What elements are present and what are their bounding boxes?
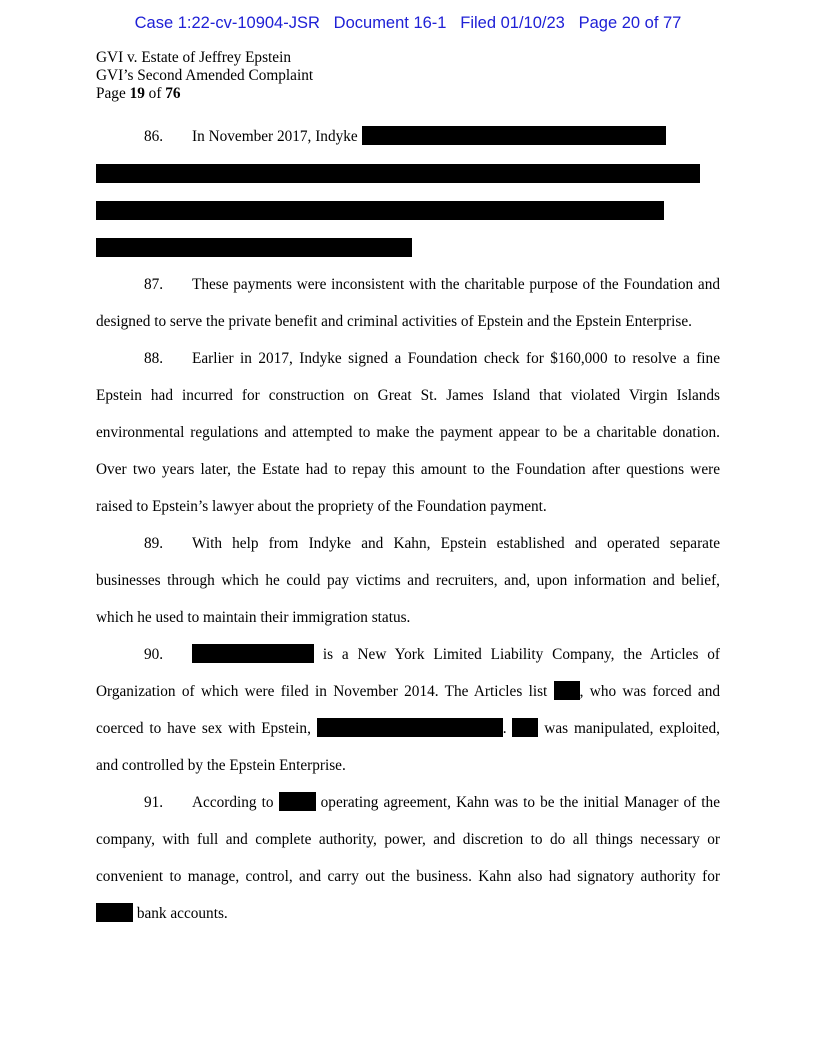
redaction-box <box>96 238 412 257</box>
redaction-box <box>96 201 664 220</box>
complaint-body <box>96 118 720 932</box>
redaction-box <box>279 792 316 811</box>
paragraph-text: operating agreement, Kahn was to be the initial Manager of the company, with full and complete authority, power, and discretion to do all things necessary or convenient to manage, control, and carry out the business. Kahn also had signatory authority for <box>96 794 720 885</box>
case-caption: GVI v. Estate of Jeffrey Epstein <box>96 49 291 66</box>
redaction-box <box>317 718 503 737</box>
paragraph-89 <box>96 525 720 636</box>
page-indicator: Page 19 of 76 <box>96 85 181 102</box>
redaction-box <box>192 644 314 663</box>
filed-date: Filed 01/10/23 <box>460 14 565 32</box>
paragraph-text: is a New York Limited Liability Company, the Articles of Organization of which were filed in November 2014. The Articles list <box>96 646 720 700</box>
paragraph-86 <box>96 118 720 257</box>
paragraph-90 <box>96 636 720 784</box>
document-title: GVI’s Second Amended Complaint <box>96 67 314 84</box>
running-header <box>96 49 313 103</box>
paragraph-text: , who was forced and coerced to have sex with Epstein, <box>96 683 721 737</box>
paragraph-text: These payments were inconsistent with the charitable purpose of the Foundation and designed to serve the private benefit and criminal activities of Epstein and the Epstein Enterprise. <box>96 276 720 330</box>
redaction-box <box>554 681 580 700</box>
current-page: 19 <box>129 85 145 102</box>
case-number: Case 1:22-cv-10904-JSR <box>134 14 320 32</box>
paragraph-text: According to <box>192 794 279 811</box>
page-count: Page 20 of 77 <box>578 14 682 32</box>
paragraph-87 <box>96 266 720 340</box>
paragraph-text: bank accounts. <box>133 905 228 922</box>
ecf-header-stamp <box>0 14 816 33</box>
paragraph-text: With help from Indyke and Kahn, Epstein established and operated separate businesses through which he could pay victims and recruiters, and, upon information and belief, which he used to maintain their immigration status. <box>96 535 720 626</box>
paragraph-91 <box>96 784 720 932</box>
paragraph-text: . <box>502 720 513 737</box>
redaction-box <box>96 164 700 183</box>
paragraph-number: 87. <box>144 276 164 293</box>
redaction-box <box>362 126 666 145</box>
total-pages: 76 <box>165 85 181 102</box>
redaction-box <box>512 718 538 737</box>
paragraph-text: was manipulated, exploited, and controlled by the Epstein Enterprise. <box>96 720 720 774</box>
paragraph-number: 88. <box>144 350 164 367</box>
paragraph-number: 86. <box>144 128 164 145</box>
paragraph-number: 89. <box>144 535 164 552</box>
document-number: Document 16-1 <box>333 14 447 32</box>
paragraph-number: 91. <box>144 794 164 811</box>
redaction-box <box>96 903 133 922</box>
paragraph-text: Earlier in 2017, Indyke signed a Foundation check for $160,000 to resolve a fine Epstein had incurred for construction on Great St. James Island that violated Virgin Islands environmental regulations and attempted to make the payment appear to be a charitable donation. Over two years later, the Estate had to repay this amount to the Foundation after questions were raised to Epstein’s lawyer about the propriety of the Foundation payment. <box>96 350 720 515</box>
paragraph-text: In November 2017, Indyke <box>192 128 362 145</box>
paragraph-88 <box>96 340 720 525</box>
paragraph-number: 90. <box>144 646 164 663</box>
